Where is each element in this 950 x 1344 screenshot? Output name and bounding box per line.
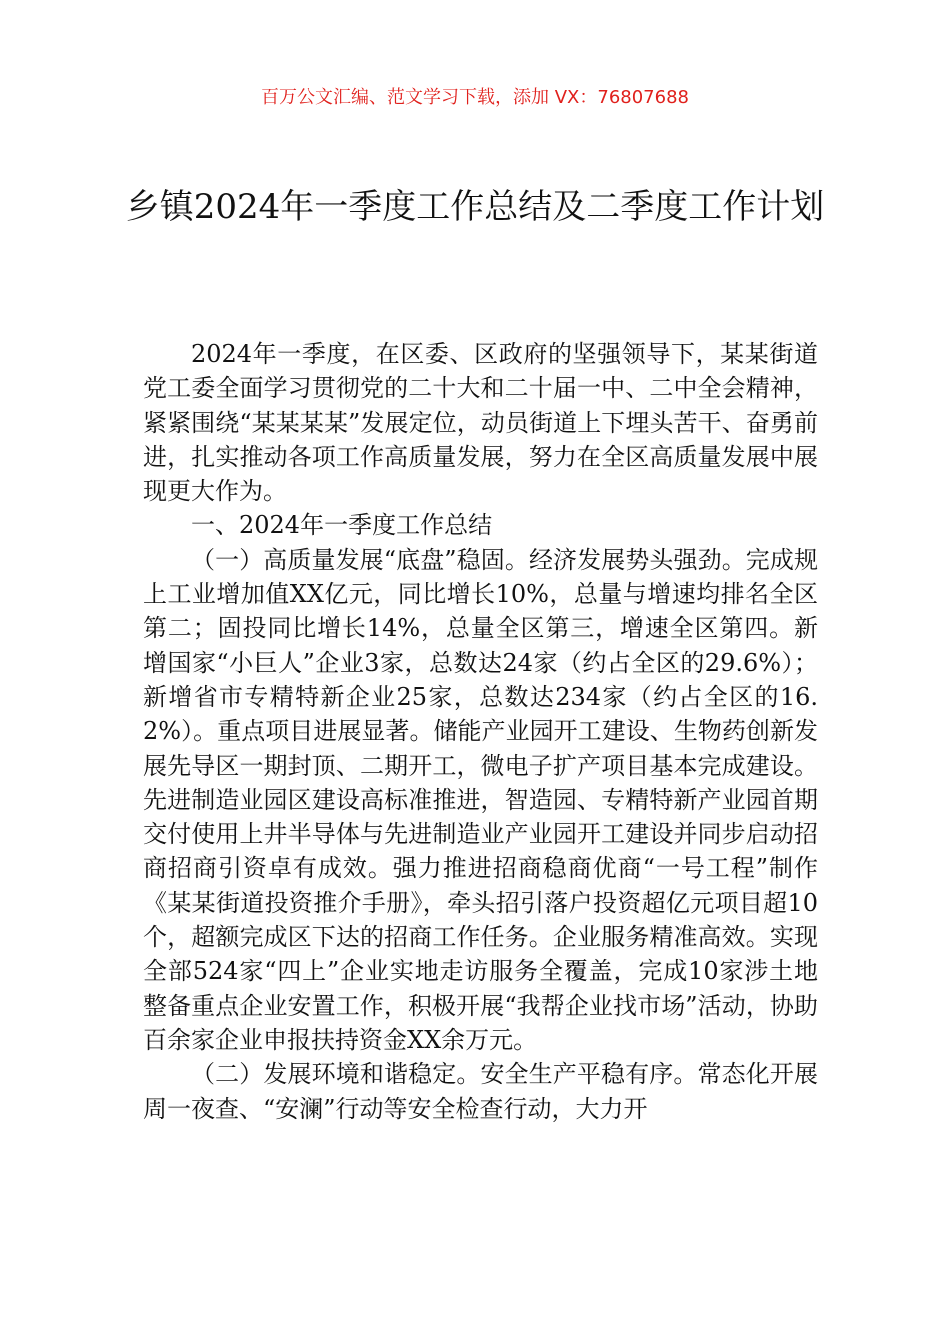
document-title: 乡镇2024年一季度工作总结及二季度工作计划 xyxy=(125,187,825,227)
header-watermark-note: 百万公文汇编、范文学习下载，添加 VX：76807688 xyxy=(261,87,689,108)
section-heading-summary: 一、2024年一季度工作总结 xyxy=(191,511,493,540)
paragraph-development-base: （一）高质量发展“底盘”稳固。经济发展势头强劲。完成规上工业增加值XX亿元，同比增长10%，总量与增速均排名全区第二；固投同比增长14%，总量全区第三，增速全区第四。新增国家“小巨人”企业3家，总数达24家（约占全区的29.6%）；新增省市专精特新企业25家，总数达234家（约占全区的16.2%）。重点项目进展显著。储能产业园开工建设、生物药创新发展先导区一期封顶、二期开工，微电子扩产项目基本完成建设。先进制造业园区建设高标准推进，智造园、专精特新产业园首期交付使用上井半导体与先进制造业产业园开工建设并同步启动招商招商引资卓有成效。强力推进招商稳商优商“一号工程”制作《某某街道投资推介手册》，牵头招引落户投资超亿元项目超10个，超额完成区下达的招商工作任务。企业服务精准高效。实现全部524家“四上”企业实地走访服务全覆盖，完成10家涉土地整备重点企业安置工作，积极开展“我帮企业找市场”活动，协助百余家企业申报扶持资金XX余万元。 xyxy=(143,545,818,1054)
document-body xyxy=(143,337,818,1126)
paragraph-development-environment: （二）发展环境和谐稳定。安全生产平稳有序。常态化开展周一夜查、“安澜”行动等安全检查行动，大力开 xyxy=(143,1060,818,1123)
intro-paragraph: 2024年一季度，在区委、区政府的坚强领导下，某某街道党工委全面学习贯彻党的二十大和二十届一中、二中全会精神，紧紧围绕“某某某某”发展定位，动员街道上下埋头苦干、奋勇前进，扎实推动各项工作高质量发展，努力在全区高质量发展中展现更大作为。 xyxy=(143,340,818,506)
